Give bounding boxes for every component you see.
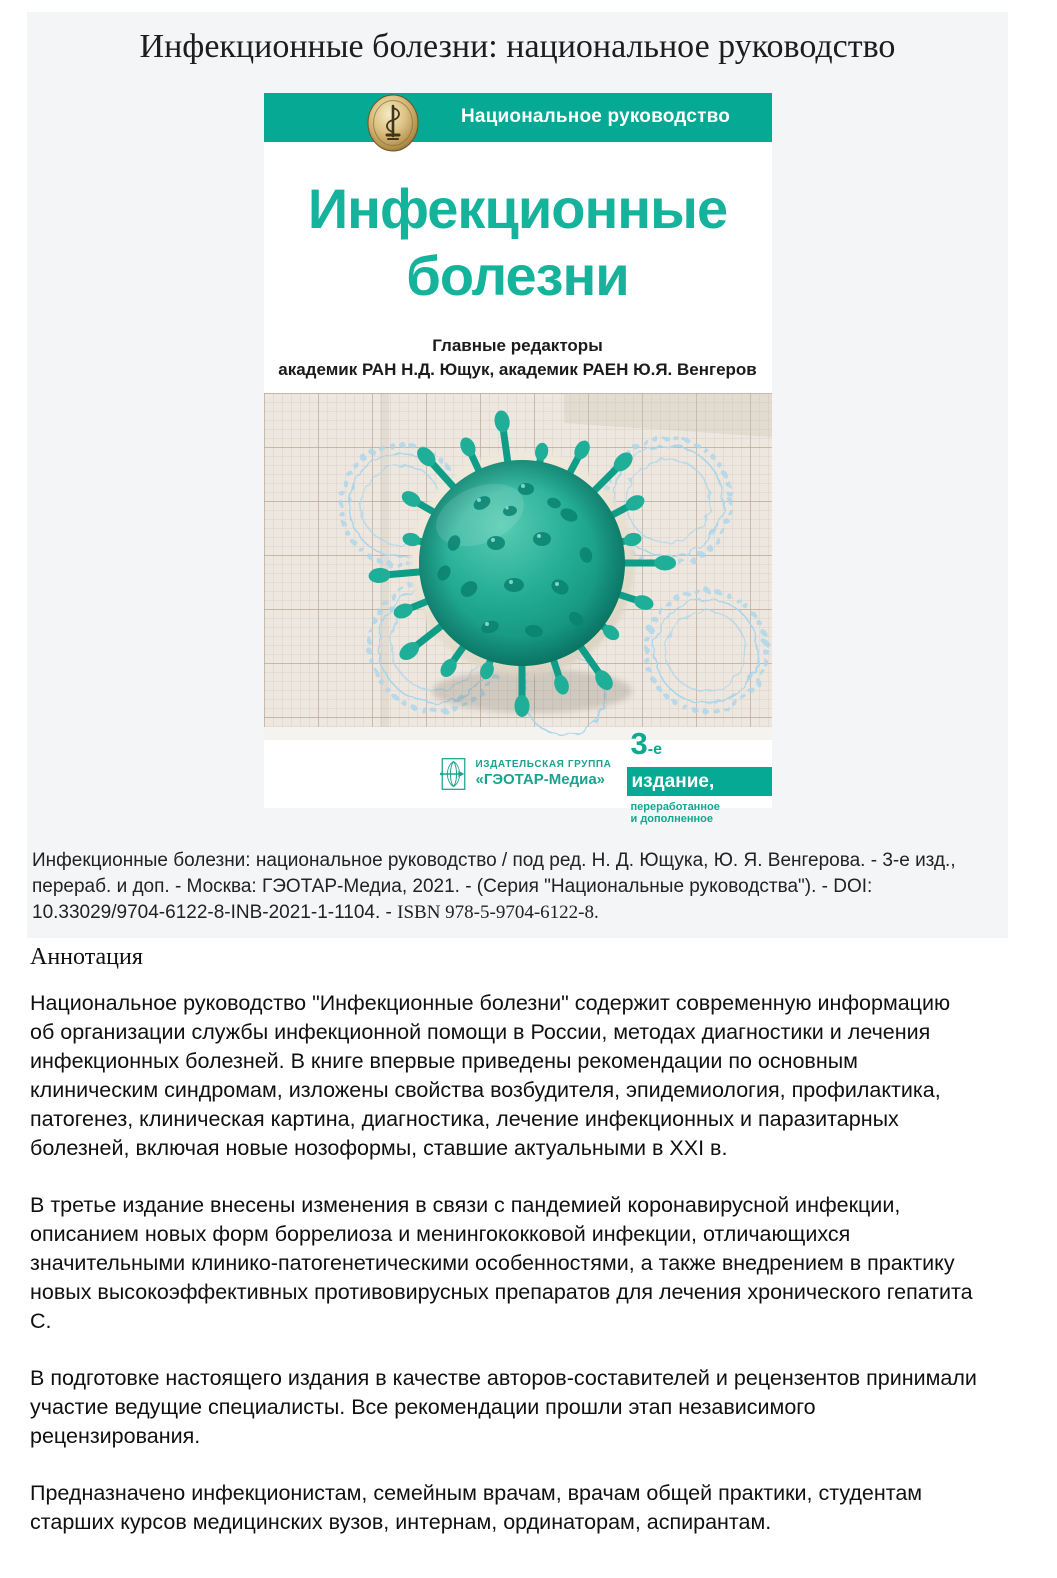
editors-names: академик РАН Н.Д. Ющук, академик РАЕН Ю.Я. Венгеров (278, 359, 757, 379)
book-page (0, 12, 1057, 1578)
publisher-name-label: «ГЭОТАР-Медиа» (475, 771, 605, 788)
editors-heading: Главные редакторы (432, 335, 603, 355)
annotation-body (30, 989, 978, 1537)
virus-illustration (264, 393, 772, 740)
publisher-group-label: ИЗДАТЕЛЬСКАЯ ГРУППА (475, 759, 612, 770)
citation-text: Инфекционные болезни: национальное руководство / под ред. Н. Д. Ющука, Ю. Я. Венгерова. - 3-е изд., перераб. и доп. - Москва: ГЭОТАР-Медиа, 2021. - (Серия "Национальные руководства"). - DOI: 10.33029/9704-6122-8-INB-2021-1-1104. - ISBN 978-5-9704-6122-8. (32, 849, 956, 923)
cover-title-line-1: Инфекционные (307, 176, 728, 240)
geotar-logo-icon (440, 756, 467, 792)
series-label: Национальное руководство (460, 106, 731, 127)
annotation-paragraph: В подготовке настоящего издания в качестве авторов-составителей и рецензентов принимали участие ведущие специалисты. Все рекомендации прошли этап независимого рецензирования. (30, 1365, 977, 1448)
edition-number: 3-е (630, 725, 662, 761)
page-title: Инфекционные болезни: национальное руководство (139, 28, 896, 65)
annotation-paragraph: Национальное руководство "Инфекционные болезни" содержит современную информацию об организации службы инфекционной помощи в России, методах диагностики и лечения инфекционных болезней. В книге впервые приведены рекомендации по основным клиническим синдромам, изложены свойства возбудителя, эпидемиология, профилактика, патогенез, клиническая картина, диагностика, лечение инфекционных и паразитарных болезней, включая новые нозоформы, ставшие актуальными в XXI в. (30, 990, 951, 1160)
annotation-paragraph: Предназначено инфекционистам, семейным врачам, врачам общей практики, студентам старших курсов медицинских вузов, интернам, ординаторам, аспирантам. (30, 1480, 923, 1534)
isbn-text: ISBN 978-5-9704-6122-8. (397, 901, 599, 923)
annotation-paragraph: В третье издание внесены изменения в связи с пандемией коронавирусной инфекции, описанием новых форм боррелиоза и менингококковой инфекции, отличающихся значительными клинико-патогенетическими особенностями, а также внедрением в практику новых высокоэффективных противовирусных препаратов для лечения хронического гепатита C. (30, 1192, 973, 1333)
annotation-heading: Аннотация (30, 943, 143, 970)
publisher-logo-group (440, 756, 612, 792)
cover-title (264, 175, 772, 309)
edition-note: переработанное и дополненное (630, 800, 720, 825)
cover-title-line-2: болезни (406, 243, 629, 307)
medallion-logo-icon (367, 94, 419, 152)
edition-word-band: издание, (627, 767, 772, 796)
cover-footer (264, 725, 772, 825)
series-band (264, 93, 772, 142)
book-cover (264, 93, 772, 825)
edition-block (627, 725, 772, 825)
book-info-panel (27, 12, 1008, 938)
